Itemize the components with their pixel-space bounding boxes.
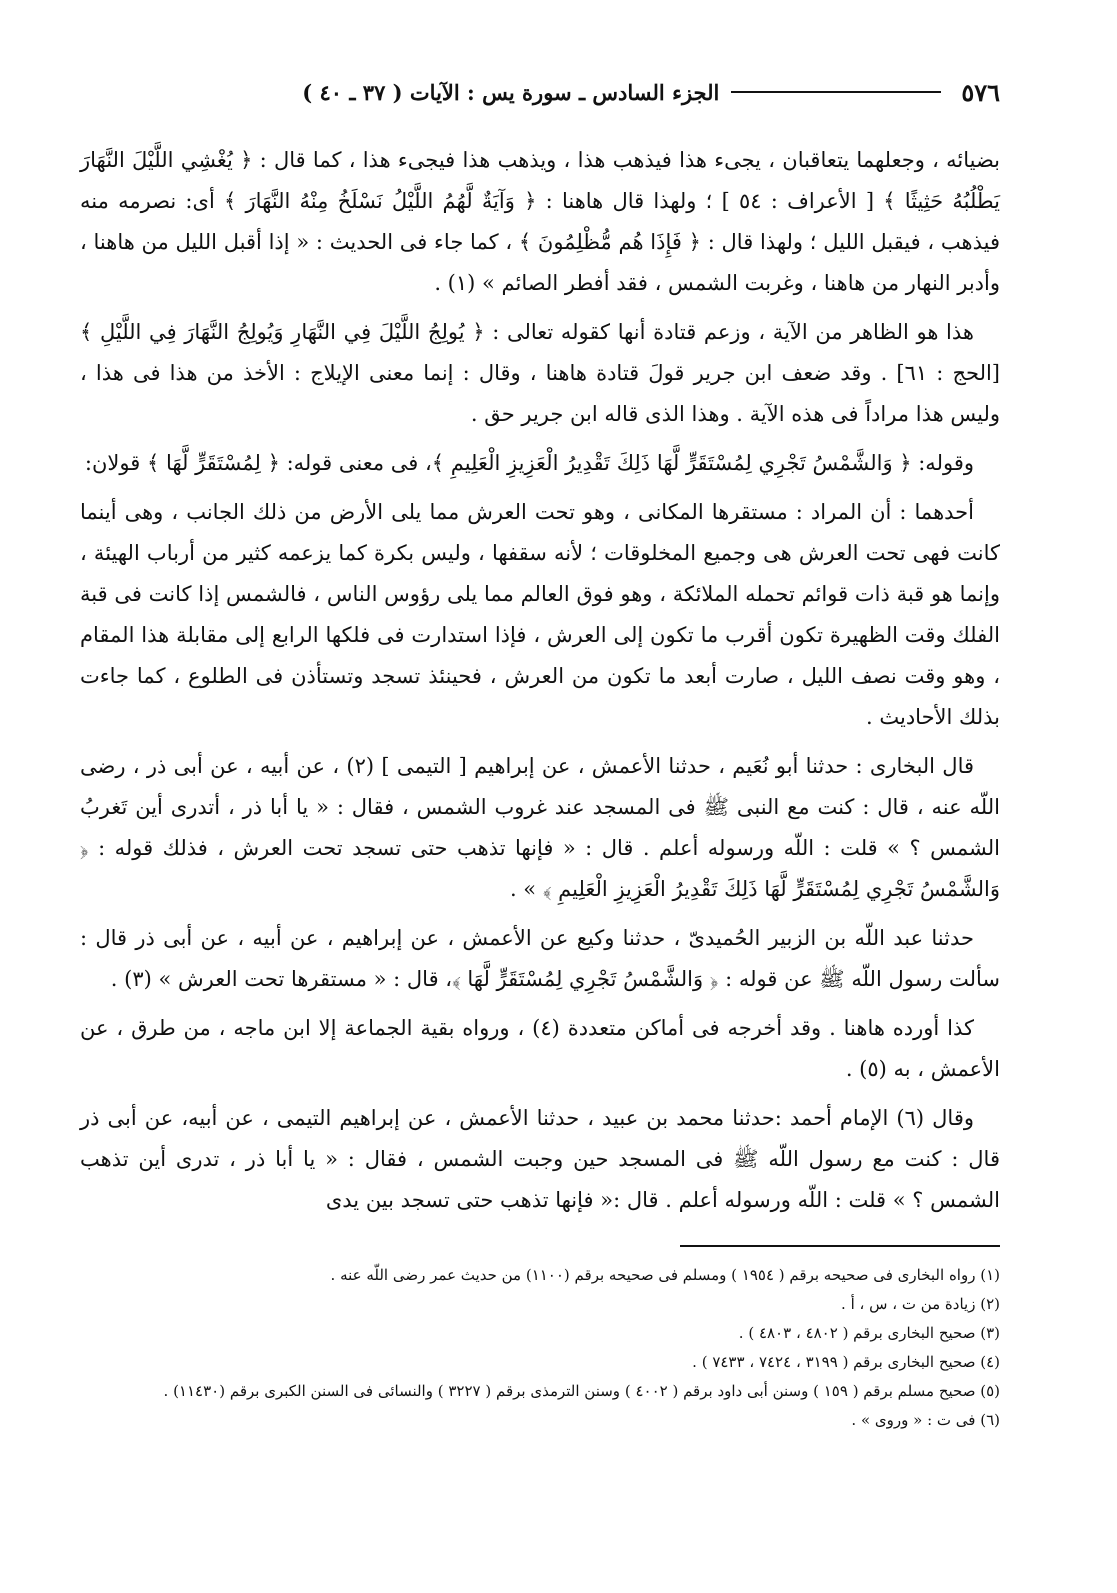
main-text (80, 140, 1000, 1221)
paragraph: كذا أورده هاهنا . وقد أخرجه فى أماكن متعددة (٤) ، ورواه بقية الجماعة إلا ابن ماجه ، من طرق ، عن الأعمش ، به (٥) . (80, 1016, 1000, 1081)
paragraph: حدثنا عبد اللّه بن الزبير الحُميدىّ ، حدثنا وكيع عن الأعمش ، عن إبراهيم ، عن أبيه ، عن أبى ذر قال : سألت رسول اللّه ﷺ عن قوله : ﴿ وَالشَّمْسُ تَجْرِي لِمُسْتَقَرٍّ لَّهَا ﴾، قال : « مستقرها تحت العرش » (٣) . (80, 926, 1000, 991)
book-page (80, 70, 1000, 1435)
paragraph: أحدهما : أن المراد : مستقرها المكانى ، وهو تحت العرش مما يلى الأرض من ذلك الجانب ، وهى أينما كانت فهى تحت العرش هى وجميع المخلوقات ؛ لأنه سقفها ، وليس بكرة كما يزعمه كثير من أرباب الهيئة ، وإنما هو قبة ذات قوائم تحمله الملائكة ، وهو فوق العالم مما يلى رؤوس الناس ، فالشمس إذا كانت فى قبة الفلك وقت الظهيرة تكون أقرب ما تكون إلى العرش ، فإذا استدارت فى فلكها الرابع إلى مقابلة هذا المقام ، وهو وقت نصف الليل ، صارت أبعد ما تكون من العرش ، فحينئذ تسجد وتستأذن فى الطلوع ، كما جاءت بذلك الأحاديث . (80, 500, 1000, 729)
paragraph: هذا هو الظاهر من الآية ، وزعم قتادة أنها كقوله تعالى : ﴿ يُولِجُ اللَّيْلَ فِي النَّهَارِ وَيُولِجُ النَّهَارَ فِي اللَّيْلِ ﴾ [الحج : ٦١] . وقد ضعف ابن جرير قولَ قتادة هاهنا ، وقال : إنما معنى الإيلاج : الأخذ من هذا فى هذا ، وليس هذا مراداً فى هذه الآية . وهذا الذى قاله ابن جرير حق . (80, 320, 1000, 426)
footnote: (٦) فى ت : « وروى » . (851, 1411, 1000, 1429)
footnote-rule (680, 1245, 1000, 1247)
footnote: (٣) صحيح البخارى برقم ( ٤٨٠٢ ، ٤٨٠٣ ) . (738, 1324, 1000, 1342)
footnotes (80, 1261, 1000, 1435)
page-header (80, 70, 1000, 114)
paragraph: بضيائه ، وجعلهما يتعاقبان ، يجىء هذا فيذهب هذا ، ويذهب هذا فيجىء هذا ، كما قال : ﴿ يُغْشِي اللَّيْلَ النَّهَارَ يَطْلُبُهُ حَثِيثًا ﴾ [ الأعراف : ٥٤ ] ؛ ولهذا قال هاهنا : ﴿ وَآيَةٌ لَّهُمُ اللَّيْلُ نَسْلَخُ مِنْهُ النَّهَارَ ﴾ أى: نصرمه منه فيذهب ، فيقبل الليل ؛ ولهذا قال : ﴿ فَإِذَا هُم مُّظْلِمُونَ ﴾ ، كما جاء فى الحديث : « إذا أقبل الليل من هاهنا ، وأدبر النهار من هاهنا ، وغربت الشمس ، فقد أفطر الصائم » (١) . (80, 148, 1000, 295)
paragraph: وقال (٦) الإمام أحمد :حدثنا محمد بن عبيد ، حدثنا الأعمش ، عن إبراهيم التيمى ، عن أبيه، عن أبى ذر قال : كنت مع رسول اللّه ﷺ فى المسجد حين وجبت الشمس ، فقال : « يا أبا ذر ، تدرى أين تذهب الشمس ؟ » قلت : اللّه ورسوله أعلم . قال :« فإنها تذهب حتى تسجد بين يدى (80, 1106, 1000, 1212)
footnote: (٥) صحيح مسلم برقم ( ١٥٩ ) وسنن أبى داود برقم ( ٤٠٠٢ ) وسنن الترمذى برقم ( ٣٢٢٧ ) والنسائى فى السنن الكبرى برقم (١١٤٣٠) . (163, 1382, 1000, 1400)
footnote: (١) رواه البخارى فى صحيحه برقم ( ١٩٥٤ ) ومسلم فى صحيحه برقم (١١٠٠) من حديث عمر رضى اللّه عنه . (330, 1266, 1000, 1284)
footnote: (٢) زيادة من ت ، س ، أ . (841, 1295, 1000, 1313)
paragraph: وقوله: ﴿ وَالشَّمْسُ تَجْرِي لِمُسْتَقَرٍّ لَّهَا ذَلِكَ تَقْدِيرُ الْعَزِيزِ الْعَلِيمِ ﴾، فى معنى قوله: ﴿ لِمُسْتَقَرٍّ لَّهَا ﴾ قولان: (84, 451, 974, 475)
header-rule (731, 91, 941, 93)
running-title: الجزء السادس ـ سورة يس : الآيات ( ٣٧ ـ ٤٠ ) (302, 79, 720, 105)
page-number: ٥٧٦ (961, 77, 1000, 107)
paragraph: قال البخارى : حدثنا أبو نُعَيم ، حدثنا الأعمش ، عن إبراهيم [ التيمى ] (٢) ، عن أبيه ، عن أبى ذر ، رضى اللّه عنه ، قال : كنت مع النبى ﷺ فى المسجد عند غروب الشمس ، فقال : « يا أبا ذر ، أتدرى أين تَغربُ الشمس ؟ » قلت : اللّه ورسوله أعلم . قال : « فإنها تذهب حتى تسجد تحت العرش ، فذلك قوله : ﴿ وَالشَّمْسُ تَجْرِي لِمُسْتَقَرٍّ لَّهَا ذَلِكَ تَقْدِيرُ الْعَزِيزِ الْعَلِيمِ ﴾ » . (80, 754, 1000, 901)
footnote: (٤) صحيح البخارى برقم ( ٣١٩٩ ، ٧٤٢٤ ، ٧٤٣٣ ) . (692, 1353, 1000, 1371)
